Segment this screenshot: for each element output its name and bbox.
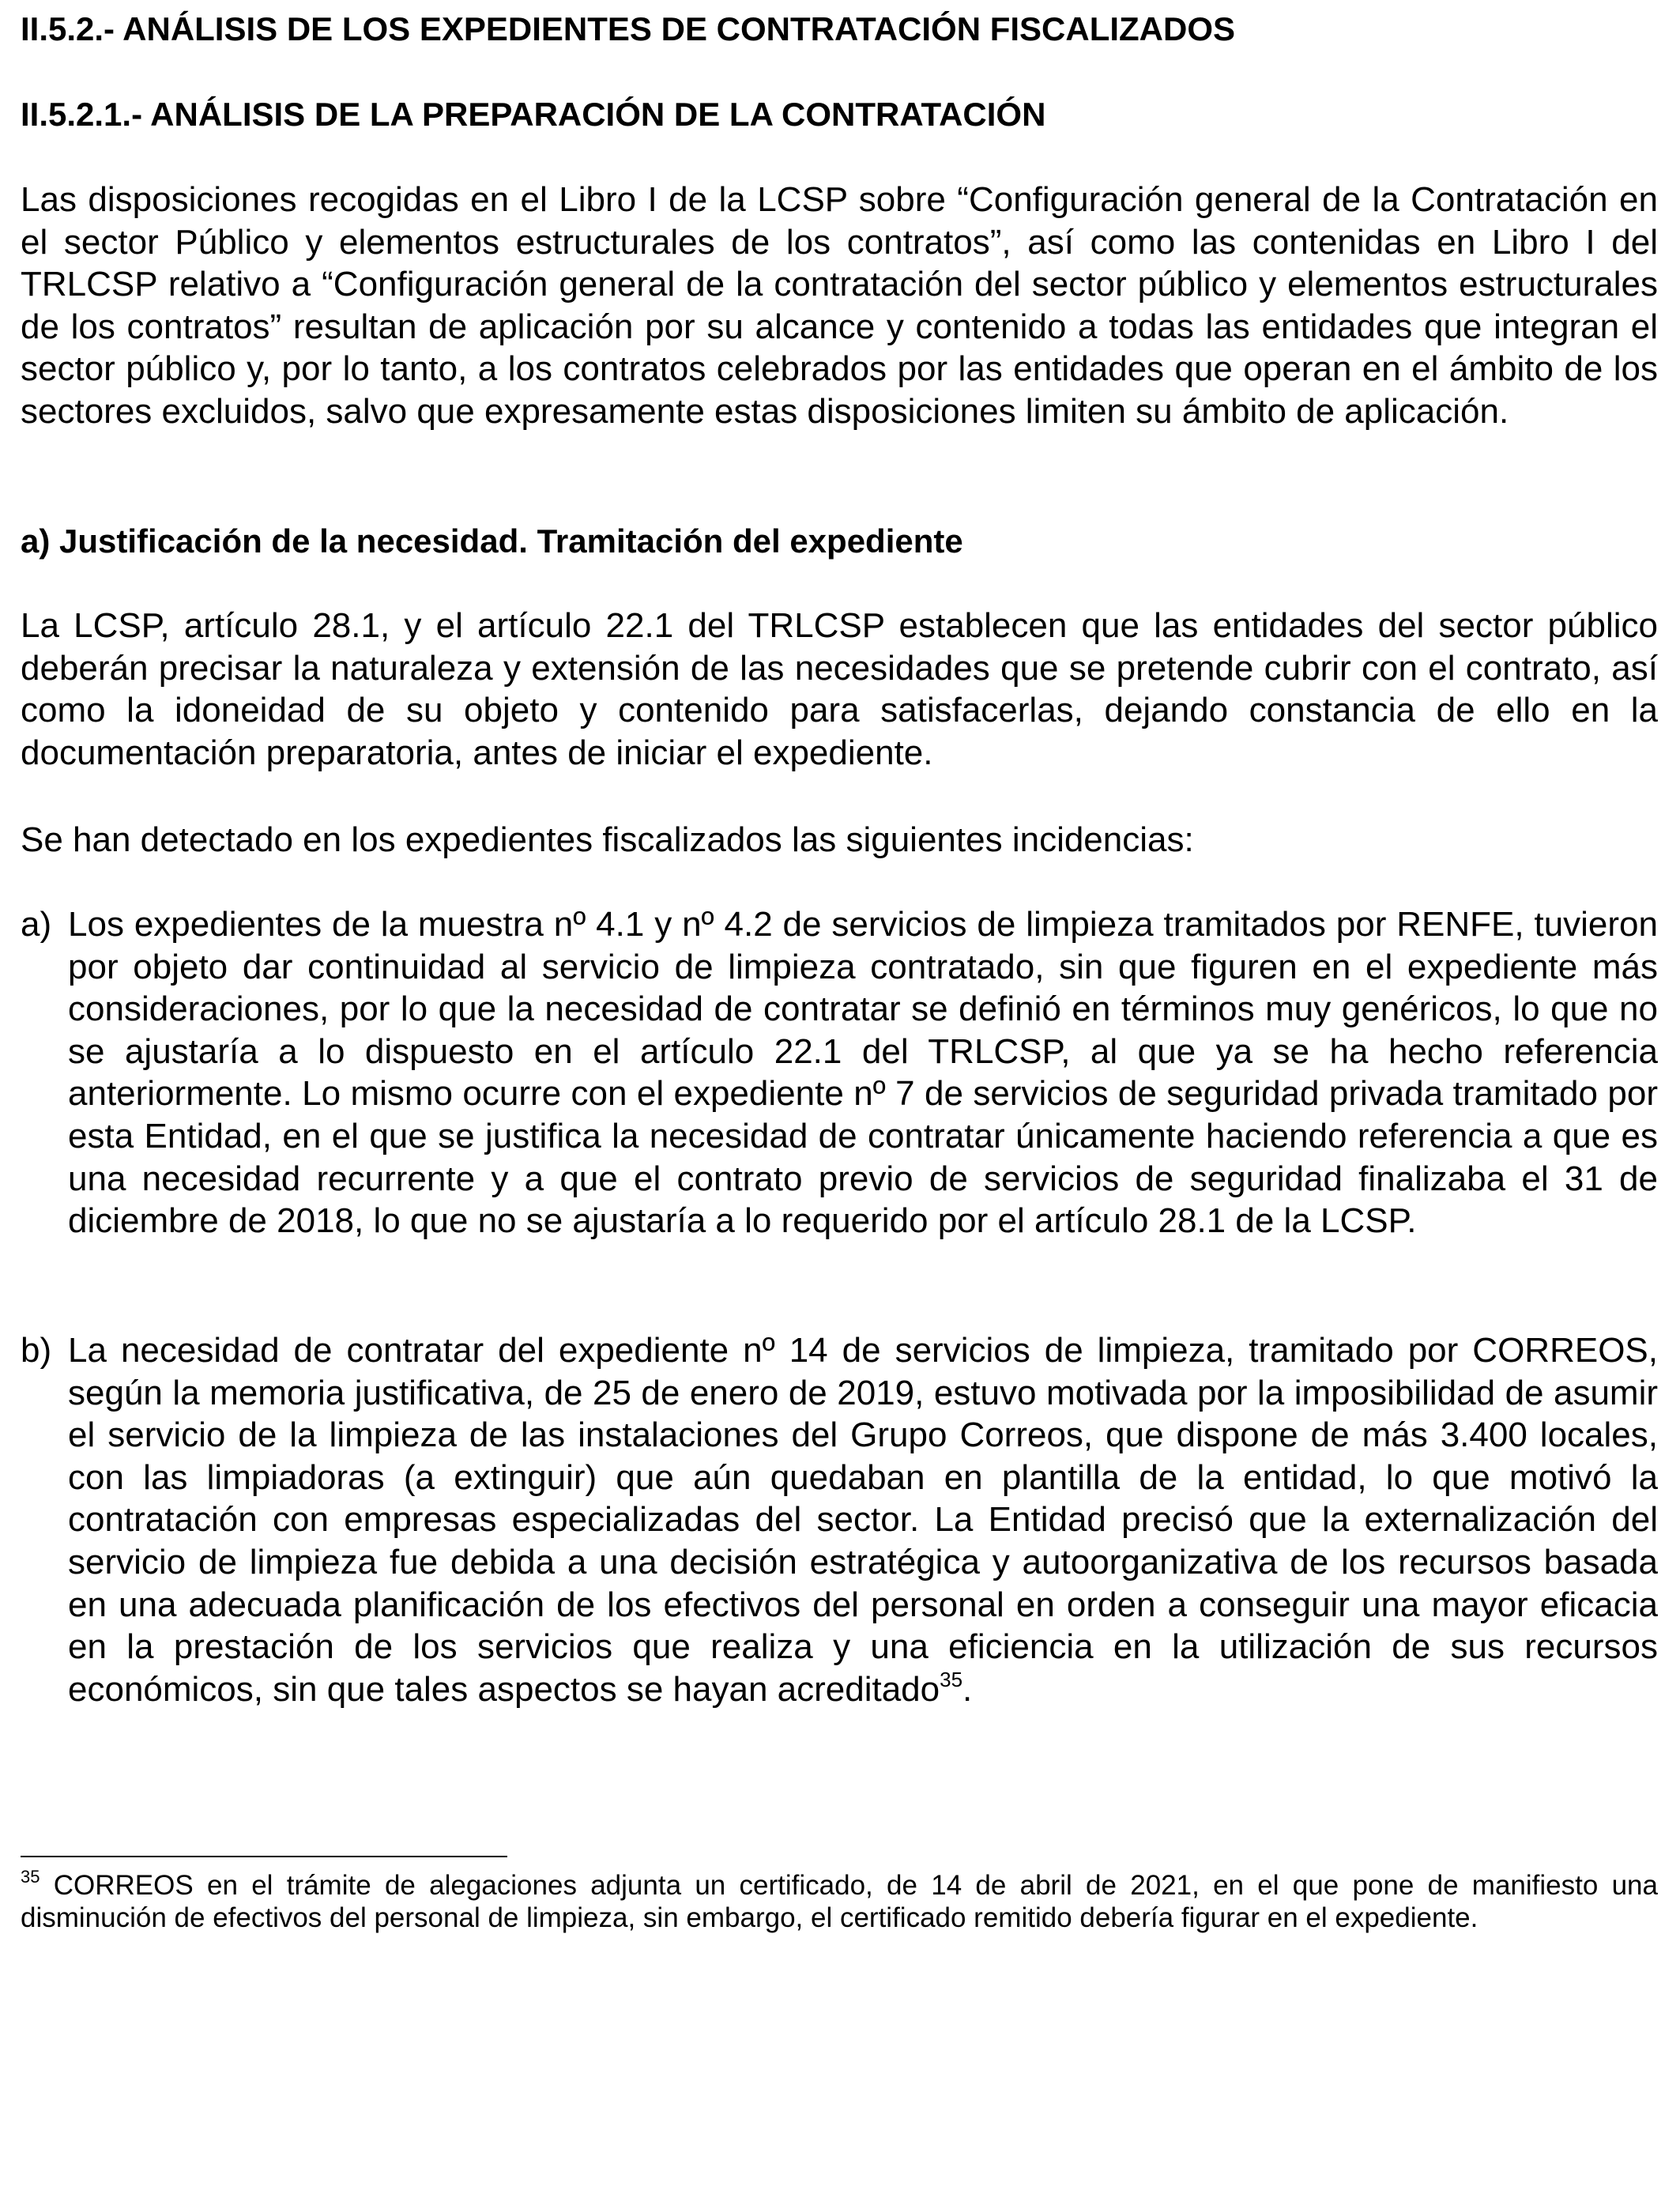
footnote-separator xyxy=(21,1856,507,1857)
incidents-intro-paragraph: Se han detectado en los expedientes fiscalizados las siguientes incidencias: xyxy=(21,820,1194,859)
footnote-reference[interactable]: 35 xyxy=(940,1668,963,1692)
list-item-a xyxy=(21,903,1658,1242)
list-marker-b: b) xyxy=(21,1331,52,1370)
list-marker-a: a) xyxy=(21,905,52,944)
legal-basis-paragraph: La LCSP, artículo 28.1, y el artículo 22.1 del TRLCSP establecen que las entidades del sector público deberán precisar la naturaleza y extensión de las necesidades que se pretende cubrir con el contrato, así como la idoneidad de su objeto y contenido para satisfacerlas, dejando constancia de ello en la documentación preparatoria, antes de iniciar el expediente. xyxy=(21,606,1658,772)
list-text-b xyxy=(68,1329,1658,1710)
intro-paragraph: Las disposiciones recogidas en el Libro I de la LCSP sobre “Configuración general de la Contratación en el sector Público y elementos estructurales de los contratos”, así como las contenidas en Libro I del TRLCSP relativo a “Configuración general de la contratación del sector público y elementos estructurales de los contratos” resultan de aplicación por su alcance y contenido a todas las entidades que integran el sector público y, por lo tanto, a los contratos celebrados por las entidades que operan en el ámbito de los sectores excluidos, salvo que expresamente estas disposiciones limiten su ámbito de aplicación. xyxy=(21,180,1658,431)
list-text-b-end: . xyxy=(962,1669,973,1709)
footnote xyxy=(21,1867,1658,1934)
section-heading: II.5.2.- ANÁLISIS DE LOS EXPEDIENTES DE CONTRATACIÓN FISCALIZADOS xyxy=(21,10,1236,47)
list-item-b xyxy=(21,1329,1658,1710)
document-page xyxy=(21,0,1658,2194)
list-text-a: Los expedientes de la muestra nº 4.1 y nº 4.2 de servicios de limpieza tramitados por RENFE, tuvieron por objeto dar continuidad al servicio de limpieza contratado, sin que figuren en el expediente más consideraciones, por lo que la necesidad de contratar se definió en términos muy genéricos, lo que no se ajustaría a lo dispuesto en el artículo 22.1 del TRLCSP, al que ya se ha hecho referencia anteriormente. Lo mismo ocurre con el expediente nº 7 de servicios de seguridad privada tramitado por esta Entidad, en el que se justifica la necesidad de contratar únicamente haciendo referencia a que es una necesidad recurrente y a que el contrato previo de servicios de seguridad finalizaba el 31 de diciembre de 2018, lo que no se ajustaría a lo requerido por el artículo 28.1 de la LCSP. xyxy=(68,905,1658,1241)
subsection-heading: II.5.2.1.- ANÁLISIS DE LA PREPARACIÓN DE LA CONTRATACIÓN xyxy=(21,96,1046,133)
footnote-text: CORREOS en el trámite de alegaciones adjunta un certificado, de 14 de abril de 2021, en el que pone de manifiesto una disminución de efectivos del personal de limpieza, sin embargo, el certificado remitido debería figurar en el expediente. xyxy=(21,1870,1658,1933)
list-text-b-body: La necesidad de contratar del expediente nº 14 de servicios de limpieza, tramitado por CORREOS, según la memoria justificativa, de 25 de enero de 2019, estuvo motivada por la imposibilidad de asumir el servicio de la limpieza de las instalaciones del Grupo Correos, que dispone de más 3.400 locales, con las limpiadoras (a extinguir) que aún quedaban en plantilla de la entidad, lo que motivó la contratación con empresas especializadas del sector. La Entidad precisó que la externalización del servicio de limpieza fue debida a una decisión estratégica y autoorganizativa de los recursos basada en una adecuada planificación de los efectivos del personal en orden a conseguir una mayor eficacia en la prestación de los servicios que realiza y una eficiencia en la utilización de sus recursos económicos, sin que tales aspectos se hayan acreditado xyxy=(68,1331,1658,1709)
topic-heading: a) Justificación de la necesidad. Tramitación del expediente xyxy=(21,522,963,560)
footnote-number: 35 xyxy=(21,1867,40,1887)
